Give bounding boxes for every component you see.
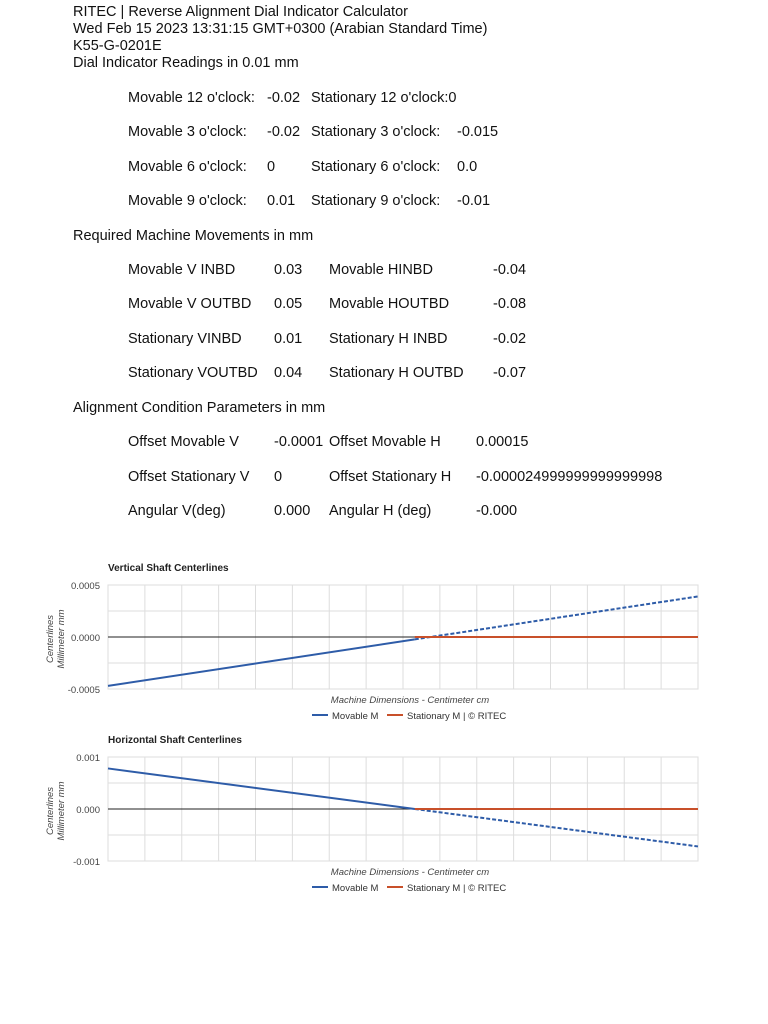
movement-value: -0.08 [493, 296, 527, 312]
param-label: Angular H (deg) [329, 503, 432, 519]
y-axis-label: Millimeter mm [56, 781, 67, 841]
movement-label: Movable HINBD [329, 262, 433, 278]
movement-value: 0.03 [274, 262, 303, 278]
movable-12-label: Movable 12 o'clock: [128, 90, 255, 106]
movement-label: Movable V OUTBD [128, 296, 252, 312]
param-value: -0.000024999999999999998 [476, 469, 663, 485]
x-axis-label: Machine Dimensions - Centimeter cm [330, 695, 490, 706]
param-value: -0.0001 [274, 434, 324, 450]
param-label: Offset Stationary V [128, 469, 250, 485]
movement-value: -0.04 [493, 262, 527, 278]
movement-label: Movable HOUTBD [329, 296, 450, 312]
movements-heading: Required Machine Movements in mm [73, 228, 314, 244]
stationary-9-value: -0.01 [457, 193, 491, 209]
y-tick-label: 0.0000 [70, 633, 100, 644]
legend-label: Movable M [332, 711, 379, 722]
movable-3-label: Movable 3 o'clock: [128, 124, 247, 140]
chart-title: Vertical Shaft Centerlines [108, 563, 229, 574]
movement-value: 0.05 [274, 296, 303, 312]
y-axis-label: Millimeter mm [56, 609, 67, 669]
y-tick-label: 0.0005 [70, 581, 100, 592]
movement-label: Movable V INBD [128, 262, 236, 278]
movable-12-value: -0.02 [267, 90, 301, 106]
x-axis-label: Machine Dimensions - Centimeter cm [330, 867, 490, 878]
stationary-3-value: -0.015 [457, 124, 499, 140]
movable-9-label: Movable 9 o'clock: [128, 193, 247, 209]
readings-heading: Dial Indicator Readings in 0.01 mm [73, 55, 299, 71]
movement-value: 0.04 [274, 365, 303, 381]
movement-label: Stationary VOUTBD [128, 365, 258, 381]
y-tick-label: -0.0005 [67, 685, 100, 696]
movement-value: 0.01 [274, 331, 303, 347]
timestamp: Wed Feb 15 2023 13:31:15 GMT+0300 (Arabian Standard Time) [73, 21, 488, 37]
param-value: 0.00015 [476, 434, 529, 450]
movement-value: -0.07 [493, 365, 527, 381]
legend-label: Stationary M | © RITEC [407, 883, 507, 894]
stationary-9-label: Stationary 9 o'clock: [311, 193, 441, 209]
movement-value: -0.02 [493, 331, 527, 347]
movable-3-value: -0.02 [267, 124, 301, 140]
horizontal-centerlines-chart [0, 727, 768, 897]
stationary-12-label: Stationary 12 o'clock:0 [311, 90, 457, 106]
legend-label: Movable M [332, 883, 379, 894]
y-tick-label: -0.001 [73, 857, 100, 868]
movement-label: Stationary VINBD [128, 331, 242, 347]
movement-label: Stationary H INBD [329, 331, 448, 347]
movable-line-solid [108, 768, 415, 809]
y-tick-label: 0.001 [76, 753, 100, 764]
vertical-centerlines-chart [0, 555, 768, 725]
equipment-id: K55-G-0201E [73, 38, 162, 54]
param-value: -0.000 [476, 503, 518, 519]
page-title: RITEC | Reverse Alignment Dial Indicator Calculator [73, 4, 408, 20]
movable-9-value: 0.01 [267, 193, 296, 209]
y-axis-label: Centerlines [45, 786, 56, 836]
stationary-6-label: Stationary 6 o'clock: [311, 159, 441, 175]
y-axis-label: Centerlines [45, 614, 56, 664]
param-label: Offset Movable V [128, 434, 239, 450]
stationary-6-value: 0.0 [457, 159, 478, 175]
param-label: Angular V(deg) [128, 503, 226, 519]
params-heading: Alignment Condition Parameters in mm [73, 400, 326, 416]
legend-label: Stationary M | © RITEC [407, 711, 507, 722]
movable-6-label: Movable 6 o'clock: [128, 159, 247, 175]
chart-title: Horizontal Shaft Centerlines [108, 735, 242, 746]
movable-line-dashed [415, 809, 698, 846]
movable-6-value: 0 [267, 159, 276, 175]
stationary-3-label: Stationary 3 o'clock: [311, 124, 441, 140]
param-label: Offset Movable H [329, 434, 441, 450]
movement-label: Stationary H OUTBD [329, 365, 464, 381]
param-value: 0.000 [274, 503, 311, 519]
param-label: Offset Stationary H [329, 469, 452, 485]
movable-line-dashed [415, 596, 698, 639]
param-value: 0 [274, 469, 283, 485]
y-tick-label: 0.000 [76, 805, 100, 816]
